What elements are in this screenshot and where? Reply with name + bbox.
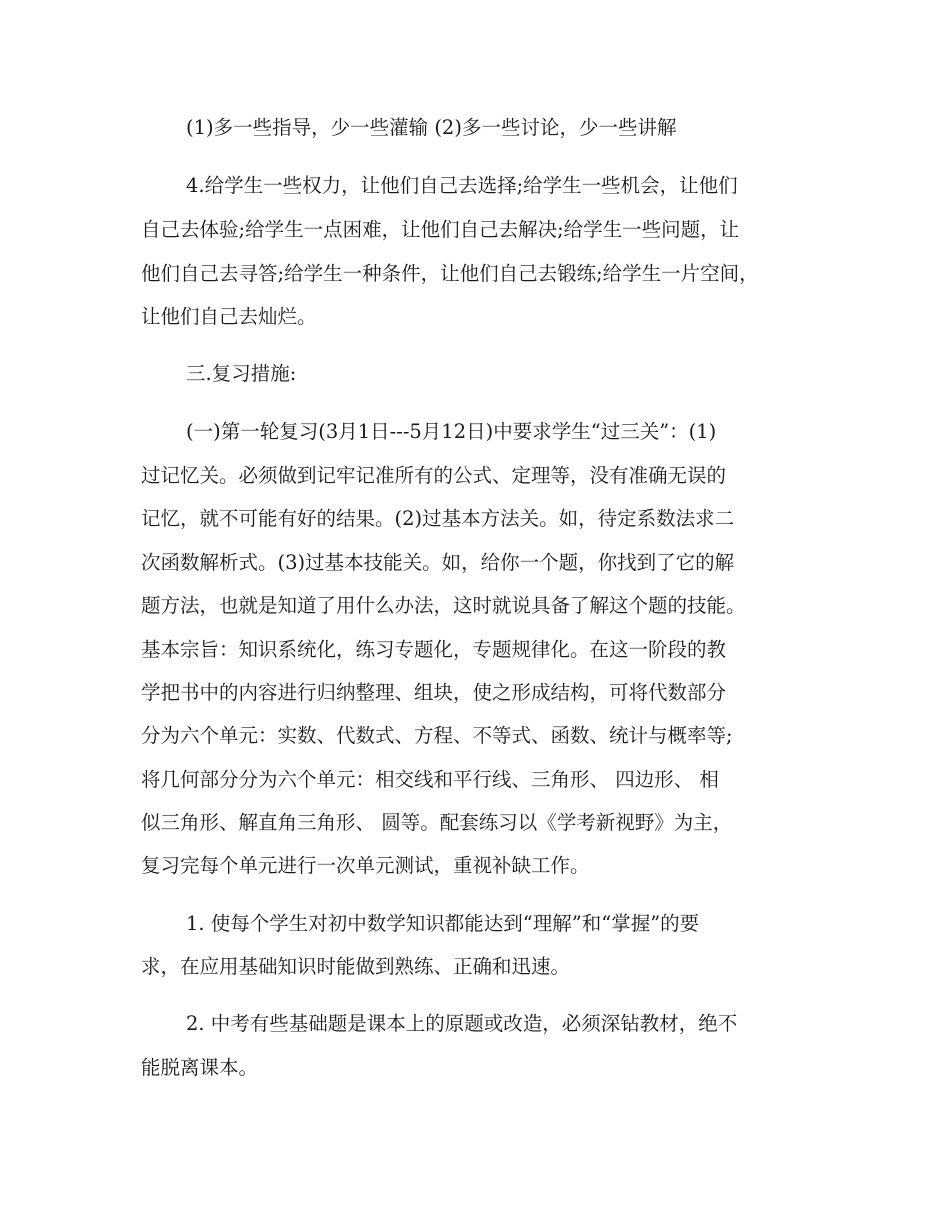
paragraph-4-line-6: 基本宗旨：知识系统化，练习专题化，专题规律化。在这一阶段的教 — [141, 638, 727, 661]
paragraph-1-line-1: (1)多一些指导，少一些灌输 (2)多一些讨论，少一些讲解 — [186, 116, 677, 139]
paragraph-4-line-5: 题方法，也就是知道了用什么办法，这时就说具备了解这个题的技能。 — [141, 594, 746, 617]
paragraph-6-line-2: 能脱离课本。 — [141, 1056, 259, 1079]
paragraph-4-line-10: 似三角形、解直角三角形、 圆等。配套练习以《学考新视野》为主， — [141, 811, 733, 834]
paragraph-2-line-3: 他们自己去寻答;给学生一种条件，让他们自己去锻练;给学生一片空间， — [141, 262, 759, 285]
paragraph-2-line-2: 自己去体验;给学生一点困难，让他们自己去解决;给学生一些问题，让 — [141, 218, 740, 241]
paragraph-2-line-1: 4.给学生一些权力，让他们自己去选择;给学生一些机会，让他们 — [186, 174, 738, 197]
paragraph-4-line-4: 次函数解析式。(3)过基本技能关。如，给你一个题，你找到了它的解 — [141, 551, 735, 574]
paragraph-5-line-1: 1. 使每个学生对初中数学知识都能达到“理解”和“掌握”的要 — [186, 912, 700, 935]
paragraph-6-line-1: 2. 中考有些基础题是课本上的原题或改造，必须深钻教材，绝不 — [186, 1012, 738, 1035]
paragraph-4-line-7: 学把书中的内容进行归纳整理、组块，使之形成结构，可将代数部分 — [141, 681, 727, 704]
paragraph-2-line-4: 让他们自己去灿烂。 — [141, 305, 317, 328]
paragraph-4-line-2: 过记忆关。必须做到记牢记准所有的公式、定理等，没有准确无误的 — [141, 464, 727, 487]
paragraph-4-line-9: 将几何部分分为六个单元：相交线和平行线、三角形、 四边形、 相 — [141, 768, 719, 791]
paragraph-4-line-1: (一)第一轮复习(3月1日---5月12日)中要求学生“过三关”：(1) — [186, 420, 717, 443]
paragraph-4-line-3: 记忆，就不可能有好的结果。(2)过基本方法关。如，待定系数法求二 — [141, 507, 735, 530]
paragraph-5-line-2: 求，在应用基础知识时能做到熟练、正确和迅速。 — [141, 955, 571, 978]
section-heading: 三.复习措施: — [186, 362, 297, 385]
paragraph-4-line-8: 分为六个单元：实数、代数式、方程、不等式、函数、统计与概率等; — [141, 724, 733, 747]
paragraph-4-line-11: 复习完每个单元进行一次单元测试，重视补缺工作。 — [141, 854, 590, 877]
